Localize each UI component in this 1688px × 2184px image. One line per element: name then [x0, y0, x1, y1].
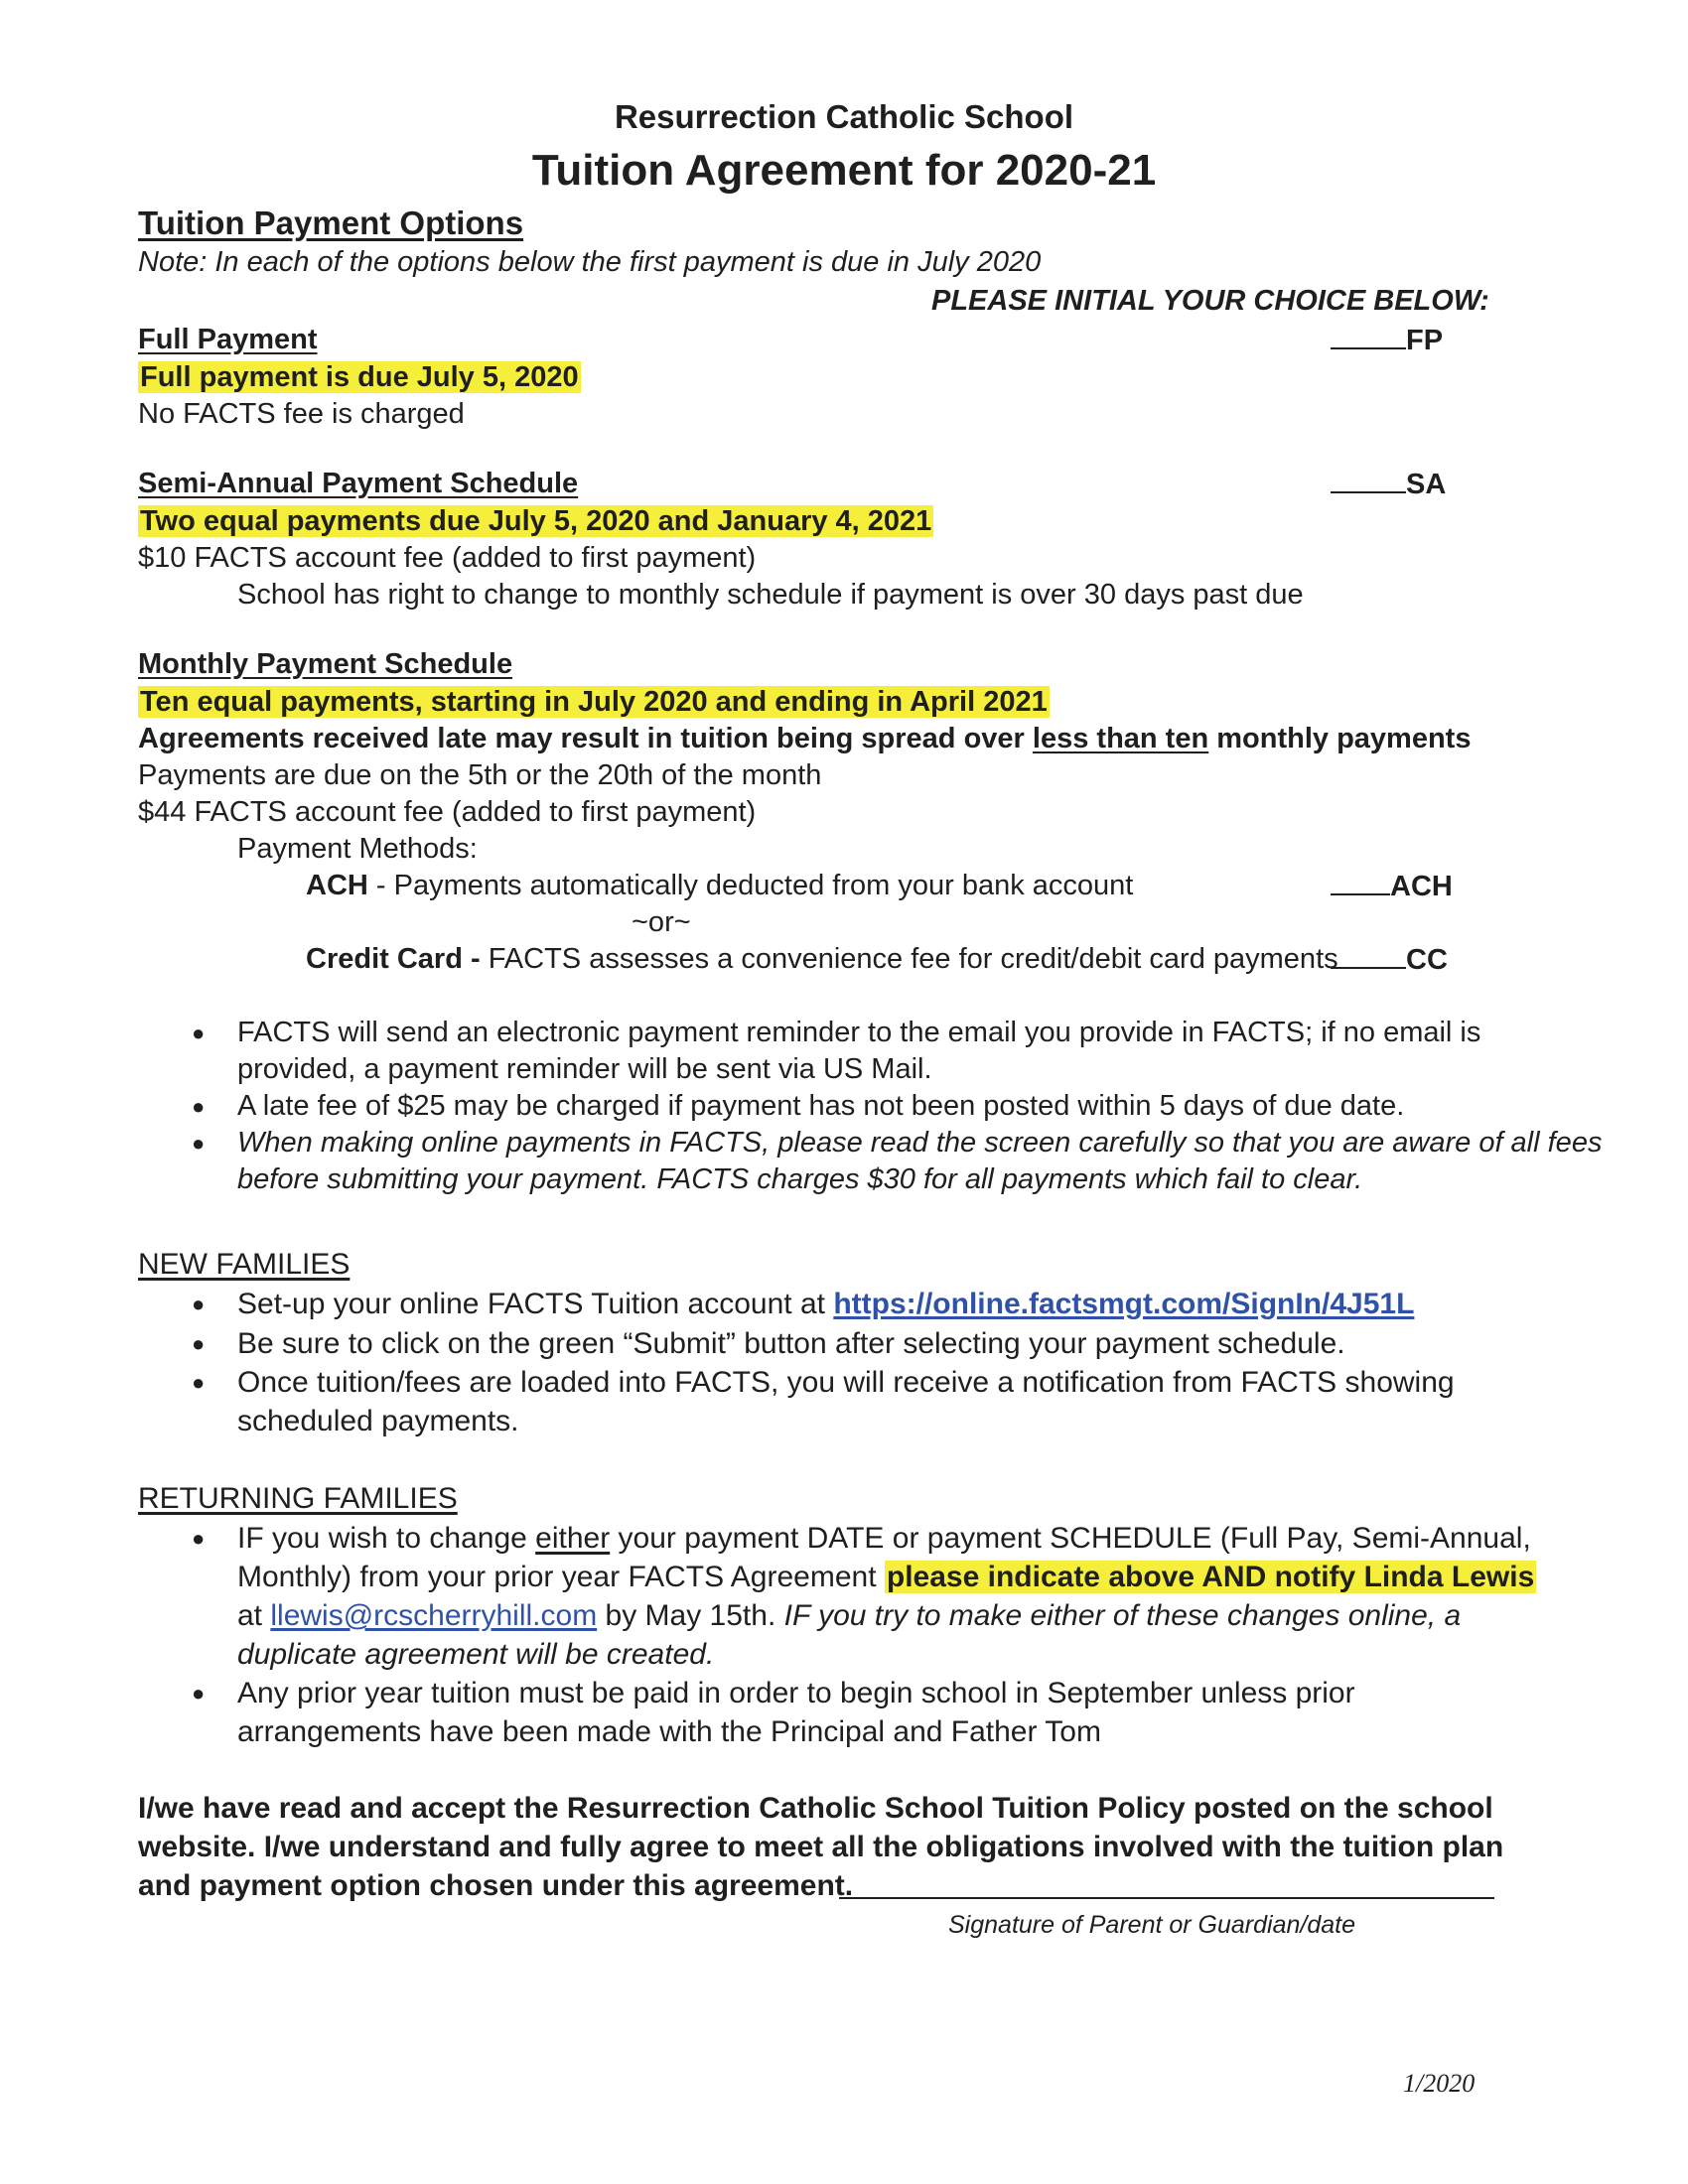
payment-methods-label: Payment Methods:: [237, 833, 478, 865]
school-name: Resurrection Catholic School: [614, 98, 1074, 135]
full-payment-code: FP: [1406, 325, 1444, 356]
or-separator: ~or~: [632, 906, 691, 938]
payment-options-heading: Tuition Payment Options: [138, 205, 524, 241]
info-bullet-3-line-2: before submitting your payment. FACTS charges $30 for all payments which fail to clear.: [237, 1163, 1363, 1195]
monthly-due-dates: Payments are due on the 5th or the 20th of the month: [138, 759, 822, 791]
acceptance-line-1: I/we have read and accept the Resurrection Catholic School Tuition Policy posted on the school: [138, 1792, 1493, 1825]
new-families-bullet-2: Be sure to click on the green “Submit” button after selecting your payment schedule.: [237, 1327, 1345, 1360]
bullet-dot: ●: [192, 1370, 206, 1395]
semi-annual-code: SA: [1406, 469, 1447, 500]
bullet-dot: ●: [192, 1681, 206, 1706]
returning-bullet-1-line-3: at llewis@rcscherryhill.com by May 15th. IF you try to make either of these changes online, a: [237, 1599, 1462, 1632]
semi-annual-note: School has right to change to monthly schedule if payment is over 30 days past due: [237, 579, 1304, 611]
returning-bullet-1-line-1: IF you wish to change either your payment DATE or payment SCHEDULE (Full Pay, Semi-Annual,: [237, 1522, 1531, 1555]
page-title: Tuition Agreement for 2020-21: [531, 146, 1157, 195]
returning-families-heading: RETURNING FAMILIES: [138, 1482, 458, 1515]
full-payment-initial-field[interactable]: [1331, 322, 1443, 359]
info-bullet-3-line-1: When making online payments in FACTS, please read the screen carefully so that you are aware of all fees: [237, 1127, 1603, 1159]
acceptance-line-2: website. I/we understand and fully agree to meet all the obligations involved with the tuition plan: [138, 1831, 1504, 1863]
monthly-late-warning: Agreements received late may result in tuition being spread over less than ten monthly payments: [138, 723, 1472, 754]
acceptance-line-3: and payment option chosen under this agreement.: [138, 1869, 854, 1902]
new-families-bullet-3-line-2: scheduled payments.: [237, 1405, 519, 1437]
linda-lewis-email-link[interactable]: llewis@rcscherryhill.com: [270, 1599, 598, 1632]
bullet-dot: ●: [192, 1021, 206, 1045]
credit-card-initial-field[interactable]: [1331, 941, 1448, 979]
signature-line[interactable]: [839, 1897, 1494, 1899]
monthly-due: Ten equal payments, starting in July 2020 and ending in April 2021: [140, 686, 1048, 718]
credit-card-code: CC: [1406, 944, 1448, 976]
bullet-dot: ●: [192, 1331, 206, 1356]
bullet-dot: ●: [192, 1131, 206, 1156]
returning-bullet-1-line-4: duplicate agreement will be created.: [237, 1638, 715, 1671]
initial-choice-prompt: PLEASE INITIAL YOUR CHOICE BELOW:: [931, 285, 1489, 317]
returning-bullet-2-line-2: arrangements have been made with the Principal and Father Tom: [237, 1715, 1101, 1748]
credit-card-option: Credit Card - FACTS assesses a convenience fee for credit/debit card payments: [306, 943, 1338, 975]
monthly-fee: $44 FACTS account fee (added to first payment): [138, 796, 757, 828]
ach-option: ACH - Payments automatically deducted from your bank account: [306, 870, 1134, 901]
semi-annual-initial-field[interactable]: [1331, 466, 1446, 503]
new-families-bullet-1: Set-up your online FACTS Tuition account at https://online.factsmgt.com/SignIn/4J51L: [237, 1288, 1415, 1320]
full-payment-heading: Full Payment: [138, 324, 318, 355]
info-bullet-1-line-2: provided, a payment reminder will be sent via US Mail.: [237, 1053, 932, 1085]
semi-annual-due: Two equal payments due July 5, 2020 and January 4, 2021: [140, 505, 932, 537]
semi-annual-fee: $10 FACTS account fee (added to first payment): [138, 542, 757, 574]
ach-initial-field[interactable]: [1331, 868, 1453, 905]
signature-caption: Signature of Parent or Guardian/date: [948, 1911, 1355, 1939]
facts-signin-link[interactable]: https://online.factsmgt.com/SignIn/4J51L: [833, 1288, 1415, 1320]
ach-code: ACH: [1390, 871, 1453, 902]
revision-date: 1/2020: [1403, 2069, 1476, 2098]
bullet-dot: ●: [192, 1292, 206, 1316]
full-payment-fee: No FACTS fee is charged: [138, 398, 465, 430]
info-bullet-1-line-1: FACTS will send an electronic payment reminder to the email you provide in FACTS; if no email is: [237, 1017, 1481, 1048]
info-bullet-2: A late fee of $25 may be charged if payment has not been posted within 5 days of due date.: [237, 1090, 1405, 1122]
new-families-heading: NEW FAMILIES: [138, 1248, 351, 1281]
returning-bullet-2-line-1: Any prior year tuition must be paid in order to begin school in September unless prior: [237, 1677, 1355, 1709]
new-families-bullet-3-line-1: Once tuition/fees are loaded into FACTS, you will receive a notification from FACTS showing: [237, 1366, 1455, 1399]
bullet-dot: ●: [192, 1526, 206, 1551]
payment-options-note: Note: In each of the options below the first payment is due in July 2020: [138, 246, 1042, 278]
monthly-heading: Monthly Payment Schedule: [138, 648, 513, 680]
semi-annual-heading: Semi-Annual Payment Schedule: [138, 468, 579, 499]
bullet-dot: ●: [192, 1094, 206, 1119]
full-payment-due: Full payment is due July 5, 2020: [140, 361, 579, 393]
returning-bullet-1-line-2: Monthly) from your prior year FACTS Agreement please indicate above AND notify Linda Lewis: [237, 1561, 1535, 1593]
